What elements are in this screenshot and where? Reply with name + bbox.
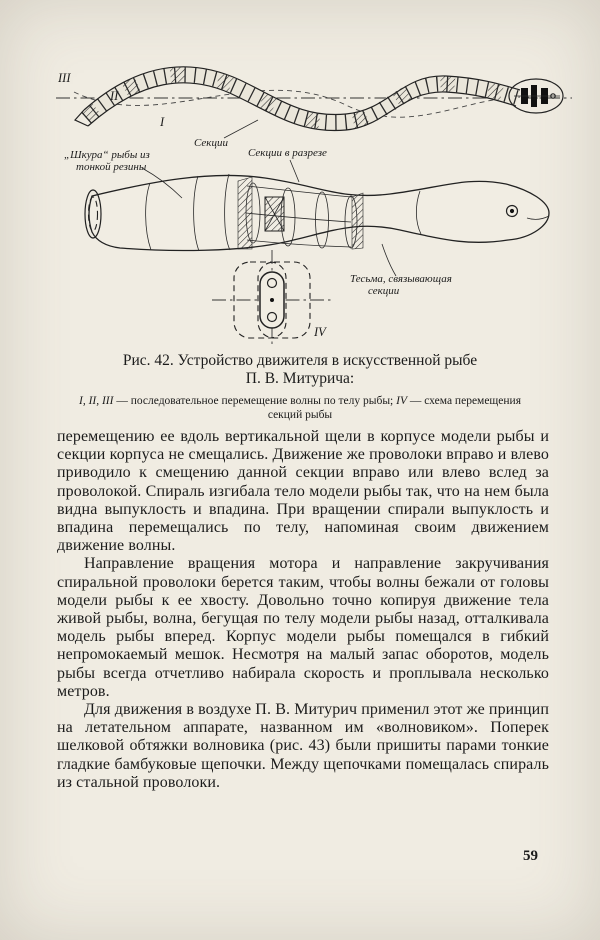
label-tape-line2: секции <box>368 285 400 297</box>
fish-eye-pupil <box>510 209 514 213</box>
caption-title-line2: П. В. Митурича: <box>245 370 355 387</box>
legend-markers-1: I, II, III <box>78 395 114 407</box>
caption-title-line1: Рис. 42. Устройство движителя в искусственной рыбе <box>122 352 478 369</box>
fish-propulsion-illustration <box>0 50 600 350</box>
label-sections: Секции <box>194 137 228 149</box>
paragraph-1: перемещению ее вдоль вертикальной щели в корпусе модели рыбы и секции корпуса не смещались. Движение же проволоки вправо и влево приводило к смещению данной секции вправо или влево вслед за проволокой. Спираль изгибала тело модели рыбы так, что на нем была видна выпуклость и впадина. При вращении спирали выпуклость и впадина перемещались по телу, напоминая своим движением движение волны. <box>57 428 549 555</box>
tape-leader-line <box>382 244 396 276</box>
motor-head <box>509 79 563 113</box>
legend-text-2: — схема перемещения секций рыбы <box>267 395 521 421</box>
marker-III: III <box>58 71 71 85</box>
label-skin-line2: тонкой резины <box>76 161 147 173</box>
sections-cut-leader-line <box>290 160 299 182</box>
marker-I: I <box>160 115 165 129</box>
page-number: 59 <box>523 848 538 864</box>
fish-side-view <box>64 147 549 297</box>
marker-II: II <box>110 89 119 103</box>
marker-IV: IV <box>314 325 326 339</box>
paragraph-2: Направление вращения мотора и направление закручивания спиральной проволоки берется таким, чтобы волны бежали от головы модели рыбы к ее хвосту. Довольно точно копируя движение тела живой рыбы, волна, бегущая по телу модели рыбы назад, отталкивала модель рыбы вперед. Корпус модели рыбы помещался в гибкий непромокаемый мешок. Несмотря на малый запас оборотов, модель рыбы всегда отчетливо набирала скорость и проплывала несколько метров. <box>57 555 549 700</box>
body-text <box>57 428 549 792</box>
figure-caption <box>0 352 600 422</box>
label-tape-line1: Тесьма, связывающая <box>350 273 452 285</box>
paragraph-3: Для движения в воздухе П. В. Митурич применил этот же принцип на летательном аппарате, названном им «волновиком». Поперек шелковой обтяжки волновика (рис. 43) были пришиты парами тонкие гладкие бамбуковые щепочки. Между щепочками помещалась спираль из стальной проволоки. <box>57 701 549 791</box>
legend-text-1: — последовательное перемещение волны по телу рыбы; <box>113 395 397 407</box>
fish-top-view <box>56 67 572 149</box>
fish-body-outline <box>89 175 549 250</box>
figure-legend <box>65 395 535 422</box>
label-sections-cut: Секции в разрезе <box>248 147 327 159</box>
section-diagram <box>212 250 334 348</box>
sections-leader-line <box>224 120 258 138</box>
legend-markers-2: IV <box>396 395 407 407</box>
label-skin-line1: „Шкура“ рыбы из <box>64 149 150 161</box>
